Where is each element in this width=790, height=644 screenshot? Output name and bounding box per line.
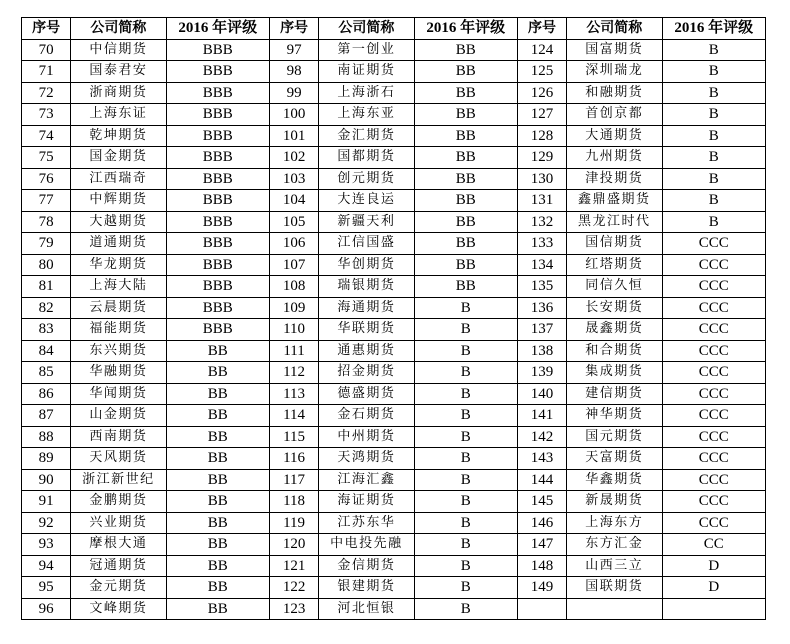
rating-cell: BB — [414, 147, 517, 169]
seq-cell: 78 — [22, 211, 71, 233]
company-name-cell: 上海东亚 — [319, 104, 414, 126]
table-row — [22, 82, 766, 104]
rating-cell: CCC — [662, 362, 766, 384]
seq-cell: 83 — [22, 319, 71, 341]
company-name-cell: 国富期货 — [567, 39, 662, 61]
seq-cell: 105 — [269, 211, 318, 233]
seq-cell: 143 — [517, 448, 566, 470]
rating-cell: B — [414, 362, 517, 384]
company-name-cell: 山金期货 — [71, 405, 166, 427]
company-name-cell: 海通期货 — [319, 297, 414, 319]
rating-cell: BB — [166, 362, 269, 384]
company-name-cell: 天风期货 — [71, 448, 166, 470]
seq-cell: 80 — [22, 254, 71, 276]
table-row — [22, 405, 766, 427]
rating-cell: BBB — [166, 82, 269, 104]
rating-cell: B — [414, 319, 517, 341]
seq-cell: 114 — [269, 405, 318, 427]
seq-cell: 93 — [22, 534, 71, 556]
company-name-cell: 建信期货 — [567, 383, 662, 405]
seq-cell: 76 — [22, 168, 71, 190]
seq-cell: 82 — [22, 297, 71, 319]
seq-cell: 130 — [517, 168, 566, 190]
company-name-cell: 华融期货 — [71, 362, 166, 384]
rating-cell: CCC — [662, 254, 766, 276]
seq-cell: 96 — [22, 598, 71, 620]
company-name-cell: 兴业期货 — [71, 512, 166, 534]
table-row — [22, 448, 766, 470]
rating-cell: BB — [414, 61, 517, 83]
seq-cell: 145 — [517, 491, 566, 513]
rating-cell: BBB — [166, 61, 269, 83]
company-name-cell: 上海浙石 — [319, 82, 414, 104]
company-name-cell: 国元期货 — [567, 426, 662, 448]
seq-cell: 128 — [517, 125, 566, 147]
seq-cell: 123 — [269, 598, 318, 620]
company-name-cell: 山西三立 — [567, 555, 662, 577]
company-name-cell: 西南期货 — [71, 426, 166, 448]
seq-cell: 122 — [269, 577, 318, 599]
table-row — [22, 426, 766, 448]
seq-cell: 127 — [517, 104, 566, 126]
rating-cell: BBB — [166, 233, 269, 255]
company-name-cell: 红塔期货 — [567, 254, 662, 276]
seq-cell: 138 — [517, 340, 566, 362]
company-name-cell — [567, 598, 662, 620]
rating-cell: BBB — [166, 276, 269, 298]
rating-cell: B — [414, 512, 517, 534]
table-row — [22, 276, 766, 298]
table-row — [22, 512, 766, 534]
company-name-cell: 大越期货 — [71, 211, 166, 233]
seq-cell: 139 — [517, 362, 566, 384]
seq-cell: 86 — [22, 383, 71, 405]
table-row — [22, 168, 766, 190]
company-name-cell: 华闻期货 — [71, 383, 166, 405]
company-name-cell: 首创京都 — [567, 104, 662, 126]
rating-cell: CCC — [662, 426, 766, 448]
table-row — [22, 211, 766, 233]
rating-cell: CCC — [662, 491, 766, 513]
seq-cell: 136 — [517, 297, 566, 319]
company-name-cell: 上海东证 — [71, 104, 166, 126]
table-row — [22, 340, 766, 362]
header-seq: 序号 — [22, 18, 71, 40]
rating-cell: B — [414, 297, 517, 319]
seq-cell: 140 — [517, 383, 566, 405]
company-name-cell: 和合期货 — [567, 340, 662, 362]
rating-cell: B — [662, 82, 766, 104]
company-name-cell: 福能期货 — [71, 319, 166, 341]
company-name-cell: 浙江新世纪 — [71, 469, 166, 491]
rating-cell: B — [414, 555, 517, 577]
company-name-cell: 南证期货 — [319, 61, 414, 83]
header-name: 公司简称 — [319, 18, 414, 40]
rating-cell: B — [662, 104, 766, 126]
rating-cell: B — [414, 598, 517, 620]
seq-cell: 126 — [517, 82, 566, 104]
rating-cell: B — [662, 147, 766, 169]
seq-cell: 90 — [22, 469, 71, 491]
rating-table — [21, 17, 766, 620]
rating-cell: B — [662, 39, 766, 61]
rating-cell: B — [662, 168, 766, 190]
seq-cell: 125 — [517, 61, 566, 83]
table-row — [22, 319, 766, 341]
seq-cell: 129 — [517, 147, 566, 169]
company-name-cell: 国都期货 — [319, 147, 414, 169]
seq-cell: 113 — [269, 383, 318, 405]
company-name-cell: 文峰期货 — [71, 598, 166, 620]
table-row — [22, 125, 766, 147]
table-row — [22, 254, 766, 276]
table-row — [22, 39, 766, 61]
header-seq: 序号 — [269, 18, 318, 40]
rating-cell: BB — [414, 82, 517, 104]
company-name-cell: 华龙期货 — [71, 254, 166, 276]
company-name-cell: 神华期货 — [567, 405, 662, 427]
company-name-cell: 江信国盛 — [319, 233, 414, 255]
rating-cell: B — [414, 469, 517, 491]
seq-cell: 144 — [517, 469, 566, 491]
rating-cell: BBB — [166, 125, 269, 147]
rating-cell: BB — [166, 426, 269, 448]
seq-cell: 109 — [269, 297, 318, 319]
header-name: 公司简称 — [567, 18, 662, 40]
table-row — [22, 297, 766, 319]
rating-cell: BB — [166, 555, 269, 577]
rating-cell: B — [414, 491, 517, 513]
rating-cell: B — [414, 340, 517, 362]
company-name-cell: 道通期货 — [71, 233, 166, 255]
rating-cell: BB — [414, 211, 517, 233]
company-name-cell: 鑫鼎盛期货 — [567, 190, 662, 212]
rating-cell: B — [414, 534, 517, 556]
rating-cell: B — [414, 426, 517, 448]
header-seq: 序号 — [517, 18, 566, 40]
seq-cell: 119 — [269, 512, 318, 534]
company-name-cell: 和融期货 — [567, 82, 662, 104]
company-name-cell: 长安期货 — [567, 297, 662, 319]
rating-cell: CCC — [662, 405, 766, 427]
seq-cell: 71 — [22, 61, 71, 83]
seq-cell: 120 — [269, 534, 318, 556]
rating-cell: BBB — [166, 297, 269, 319]
company-name-cell: 津投期货 — [567, 168, 662, 190]
company-name-cell: 金元期货 — [71, 577, 166, 599]
seq-cell: 73 — [22, 104, 71, 126]
seq-cell: 75 — [22, 147, 71, 169]
rating-cell: CCC — [662, 448, 766, 470]
rating-cell: BB — [414, 168, 517, 190]
seq-cell: 91 — [22, 491, 71, 513]
rating-cell: BBB — [166, 104, 269, 126]
company-name-cell: 江海汇鑫 — [319, 469, 414, 491]
company-name-cell: 华创期货 — [319, 254, 414, 276]
seq-cell: 70 — [22, 39, 71, 61]
company-name-cell: 集成期货 — [567, 362, 662, 384]
seq-cell — [517, 598, 566, 620]
rating-cell: CCC — [662, 233, 766, 255]
company-name-cell: 东方汇金 — [567, 534, 662, 556]
seq-cell: 72 — [22, 82, 71, 104]
rating-cell: CCC — [662, 276, 766, 298]
company-name-cell: 黑龙江时代 — [567, 211, 662, 233]
rating-cell: B — [662, 125, 766, 147]
seq-cell: 135 — [517, 276, 566, 298]
table-row — [22, 534, 766, 556]
seq-cell: 147 — [517, 534, 566, 556]
seq-cell: 116 — [269, 448, 318, 470]
company-name-cell: 国信期货 — [567, 233, 662, 255]
seq-cell: 79 — [22, 233, 71, 255]
seq-cell: 108 — [269, 276, 318, 298]
company-name-cell: 创元期货 — [319, 168, 414, 190]
company-name-cell: 招金期货 — [319, 362, 414, 384]
rating-cell: CCC — [662, 340, 766, 362]
rating-cell: BB — [166, 598, 269, 620]
seq-cell: 134 — [517, 254, 566, 276]
rating-cell: B — [414, 577, 517, 599]
header-name: 公司简称 — [71, 18, 166, 40]
seq-cell: 97 — [269, 39, 318, 61]
company-name-cell: 江苏东华 — [319, 512, 414, 534]
company-name-cell: 德盛期货 — [319, 383, 414, 405]
rating-cell: BB — [166, 577, 269, 599]
company-name-cell: 通惠期货 — [319, 340, 414, 362]
seq-cell: 132 — [517, 211, 566, 233]
header-rating: 2016 年评级 — [166, 18, 269, 40]
company-name-cell: 天富期货 — [567, 448, 662, 470]
seq-cell: 103 — [269, 168, 318, 190]
seq-cell: 115 — [269, 426, 318, 448]
company-name-cell: 深圳瑞龙 — [567, 61, 662, 83]
rating-cell: CCC — [662, 383, 766, 405]
company-name-cell: 冠通期货 — [71, 555, 166, 577]
company-name-cell: 浙商期货 — [71, 82, 166, 104]
seq-cell: 124 — [517, 39, 566, 61]
rating-cell — [662, 598, 766, 620]
table-row — [22, 362, 766, 384]
rating-cell: BB — [166, 512, 269, 534]
rating-cell: BB — [414, 104, 517, 126]
rating-cell: BBB — [166, 190, 269, 212]
company-name-cell: 华联期货 — [319, 319, 414, 341]
company-name-cell: 中州期货 — [319, 426, 414, 448]
company-name-cell: 第一创业 — [319, 39, 414, 61]
seq-cell: 92 — [22, 512, 71, 534]
seq-cell: 87 — [22, 405, 71, 427]
rating-cell: B — [414, 448, 517, 470]
rating-cell: D — [662, 577, 766, 599]
seq-cell: 137 — [517, 319, 566, 341]
company-name-cell: 江西瑞奇 — [71, 168, 166, 190]
header-rating: 2016 年评级 — [414, 18, 517, 40]
rating-cell: CCC — [662, 512, 766, 534]
seq-cell: 131 — [517, 190, 566, 212]
company-name-cell: 大通期货 — [567, 125, 662, 147]
company-name-cell: 上海大陆 — [71, 276, 166, 298]
company-name-cell: 金石期货 — [319, 405, 414, 427]
header-rating: 2016 年评级 — [662, 18, 766, 40]
seq-cell: 94 — [22, 555, 71, 577]
rating-cell: BBB — [166, 147, 269, 169]
company-name-cell: 国联期货 — [567, 577, 662, 599]
table-row — [22, 233, 766, 255]
table-row — [22, 104, 766, 126]
seq-cell: 98 — [269, 61, 318, 83]
rating-cell: BB — [166, 448, 269, 470]
table-row — [22, 190, 766, 212]
rating-cell: D — [662, 555, 766, 577]
company-name-cell: 金汇期货 — [319, 125, 414, 147]
seq-cell: 100 — [269, 104, 318, 126]
company-name-cell: 大连良运 — [319, 190, 414, 212]
company-name-cell: 摩根大通 — [71, 534, 166, 556]
rating-cell: BB — [166, 340, 269, 362]
header-row — [22, 18, 766, 40]
rating-cell: BB — [414, 233, 517, 255]
company-name-cell: 天鸿期货 — [319, 448, 414, 470]
seq-cell: 88 — [22, 426, 71, 448]
seq-cell: 110 — [269, 319, 318, 341]
table-row — [22, 61, 766, 83]
company-name-cell: 瑞银期货 — [319, 276, 414, 298]
seq-cell: 101 — [269, 125, 318, 147]
company-name-cell: 中信期货 — [71, 39, 166, 61]
seq-cell: 107 — [269, 254, 318, 276]
seq-cell: 89 — [22, 448, 71, 470]
rating-cell: BB — [414, 190, 517, 212]
table-row — [22, 469, 766, 491]
seq-cell: 99 — [269, 82, 318, 104]
seq-cell: 85 — [22, 362, 71, 384]
seq-cell: 84 — [22, 340, 71, 362]
company-name-cell: 中电投先融 — [319, 534, 414, 556]
rating-cell: B — [414, 383, 517, 405]
seq-cell: 149 — [517, 577, 566, 599]
company-name-cell: 华鑫期货 — [567, 469, 662, 491]
seq-cell: 133 — [517, 233, 566, 255]
table-row — [22, 555, 766, 577]
company-name-cell: 国金期货 — [71, 147, 166, 169]
rating-cell: BBB — [166, 211, 269, 233]
company-name-cell: 中辉期货 — [71, 190, 166, 212]
rating-cell: CC — [662, 534, 766, 556]
table-row — [22, 598, 766, 620]
rating-cell: B — [414, 405, 517, 427]
seq-cell: 118 — [269, 491, 318, 513]
company-name-cell: 乾坤期货 — [71, 125, 166, 147]
rating-cell: BBB — [166, 168, 269, 190]
rating-cell: BB — [414, 254, 517, 276]
company-name-cell: 云晨期货 — [71, 297, 166, 319]
seq-cell: 104 — [269, 190, 318, 212]
seq-cell: 81 — [22, 276, 71, 298]
rating-cell: BBB — [166, 319, 269, 341]
seq-cell: 106 — [269, 233, 318, 255]
company-name-cell: 银建期货 — [319, 577, 414, 599]
seq-cell: 112 — [269, 362, 318, 384]
company-name-cell: 金信期货 — [319, 555, 414, 577]
table-row — [22, 491, 766, 513]
rating-cell: CCC — [662, 469, 766, 491]
seq-cell: 111 — [269, 340, 318, 362]
rating-cell: BB — [166, 491, 269, 513]
rating-cell: B — [662, 211, 766, 233]
rating-cell: CCC — [662, 319, 766, 341]
company-name-cell: 晟鑫期货 — [567, 319, 662, 341]
table-row — [22, 147, 766, 169]
rating-cell: BB — [166, 534, 269, 556]
rating-cell: BB — [414, 125, 517, 147]
seq-cell: 77 — [22, 190, 71, 212]
table-body — [22, 39, 766, 620]
company-name-cell: 新疆天利 — [319, 211, 414, 233]
table-row — [22, 383, 766, 405]
rating-cell: BB — [166, 469, 269, 491]
company-name-cell: 九州期货 — [567, 147, 662, 169]
table-row — [22, 577, 766, 599]
rating-cell: BB — [414, 276, 517, 298]
rating-cell: BBB — [166, 254, 269, 276]
rating-cell: BB — [166, 383, 269, 405]
company-name-cell: 新晟期货 — [567, 491, 662, 513]
company-name-cell: 国泰君安 — [71, 61, 166, 83]
seq-cell: 146 — [517, 512, 566, 534]
company-name-cell: 金鹏期货 — [71, 491, 166, 513]
seq-cell: 141 — [517, 405, 566, 427]
seq-cell: 95 — [22, 577, 71, 599]
company-name-cell: 东兴期货 — [71, 340, 166, 362]
rating-cell: CCC — [662, 297, 766, 319]
rating-cell: BB — [166, 405, 269, 427]
company-name-cell: 河北恒银 — [319, 598, 414, 620]
seq-cell: 148 — [517, 555, 566, 577]
seq-cell: 74 — [22, 125, 71, 147]
seq-cell: 142 — [517, 426, 566, 448]
seq-cell: 117 — [269, 469, 318, 491]
rating-cell: B — [662, 190, 766, 212]
rating-cell: B — [662, 61, 766, 83]
company-name-cell: 同信久恒 — [567, 276, 662, 298]
company-name-cell: 海证期货 — [319, 491, 414, 513]
company-name-cell: 上海东方 — [567, 512, 662, 534]
rating-cell: BB — [414, 39, 517, 61]
seq-cell: 121 — [269, 555, 318, 577]
rating-cell: BBB — [166, 39, 269, 61]
seq-cell: 102 — [269, 147, 318, 169]
